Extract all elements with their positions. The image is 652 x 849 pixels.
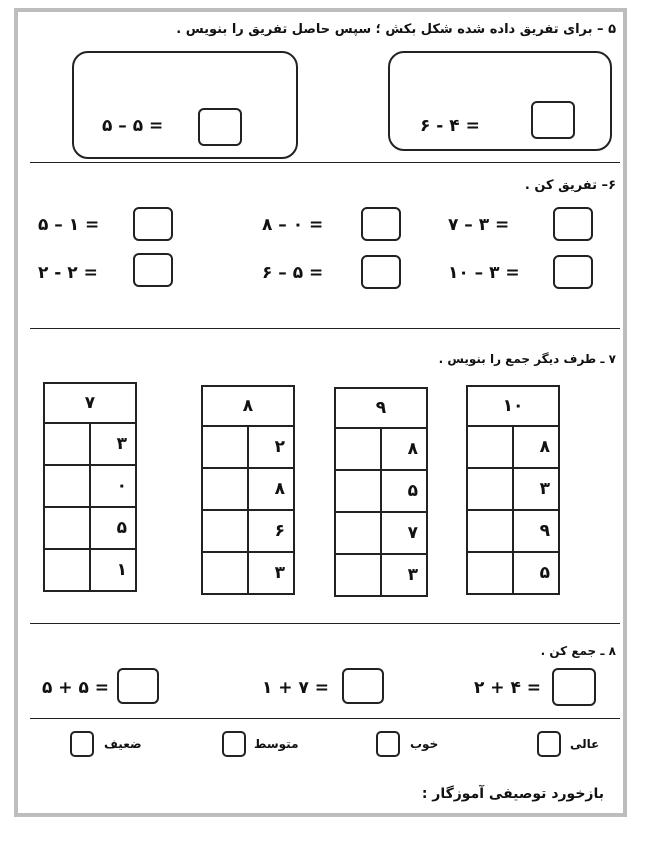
q6-answer-box-1[interactable] [133,207,173,241]
q6-answer-box-4[interactable] [133,253,173,287]
q5-drawing-box-left[interactable] [72,51,298,159]
q7-table-2-answer-2[interactable] [202,468,248,510]
rating-label-excellent: عالی [570,737,600,751]
q6-expression-4: ۲ - ۲ = [38,263,98,283]
q6-expression-5: ۶ – ۵ = [262,263,324,283]
q7-table-1-answer-4[interactable] [44,549,90,591]
q6-expression-2: ۸ – ۰ = [262,215,324,235]
divider-2 [30,328,620,329]
q5-expression-left: ۵ – ۵ = [102,116,164,136]
q7-table-2-value-2: ۸ [248,468,294,510]
rating-checkbox-weak[interactable] [70,731,94,757]
q7-table-4-value-4: ۵ [513,552,559,594]
q7-table-4-value-2: ۳ [513,468,559,510]
q7-table-3-head: ۹ [335,388,427,428]
q7-table-2 [201,385,295,595]
q7-table-1 [43,382,137,592]
q6-title: ۶– تفریق کن . [524,178,616,193]
rating-checkbox-average[interactable] [222,731,246,757]
q7-table-1-answer-1[interactable] [44,423,90,465]
q6-expression-3: ۷ – ۳ = [448,215,510,235]
q7-table-2-answer-3[interactable] [202,510,248,552]
rating-label-good: خوب [410,737,439,751]
q6-answer-box-2[interactable] [361,207,401,241]
q6-answer-box-6[interactable] [553,255,593,289]
rating-label-weak: ضعیف [104,737,142,751]
q5-answer-box-right[interactable] [531,101,575,139]
q7-table-4-answer-4[interactable] [467,552,513,594]
q7-table-3-answer-3[interactable] [335,512,381,554]
q5-title: ۵ – برای تفریق داده شده شکل بکش ؛ سپس حاصل تفریق را بنویس . [176,22,616,37]
divider-1 [30,162,620,163]
q5-answer-box-left[interactable] [198,108,242,146]
q7-table-1-value-3: ۵ [90,507,136,549]
q6-expression-6: ۱۰ – ۳ = [448,263,520,283]
q7-table-4-answer-1[interactable] [467,426,513,468]
q6-answer-box-5[interactable] [361,255,401,289]
divider-4 [30,718,620,719]
q6-expression-1: ۵ – ۱ = [38,215,100,235]
q7-table-4-value-3: ۹ [513,510,559,552]
q7-table-4-answer-2[interactable] [467,468,513,510]
q8-answer-box-3[interactable] [552,668,596,706]
q7-title: ۷ ـ طرف دیگر جمع را بنویس . [438,352,616,366]
q7-table-3-value-1: ۸ [381,428,427,470]
q7-table-3-answer-2[interactable] [335,470,381,512]
q7-table-1-value-4: ۱ [90,549,136,591]
q7-table-2-answer-1[interactable] [202,426,248,468]
teacher-feedback-label: بازخورد توصیفی آموزگار : [421,786,604,802]
divider-3 [30,623,620,624]
q7-table-3-answer-1[interactable] [335,428,381,470]
q7-table-2-value-1: ۲ [248,426,294,468]
q7-table-1-value-1: ۳ [90,423,136,465]
q7-table-2-value-3: ۶ [248,510,294,552]
q7-table-1-answer-2[interactable] [44,465,90,507]
q7-table-4-head: ۱۰ [467,386,559,426]
rating-checkbox-good[interactable] [376,731,400,757]
q8-title: ۸ ـ جمع کن . [540,644,616,658]
q5-expression-right: ۶ - ۴ = [420,116,480,136]
q7-table-3-value-2: ۵ [381,470,427,512]
q5-drawing-box-right[interactable] [388,51,612,151]
q7-table-3 [334,387,428,597]
q7-table-2-answer-4[interactable] [202,552,248,594]
q6-answer-box-3[interactable] [553,207,593,241]
rating-label-average: متوسط [254,737,299,751]
q8-expression-3: ۲ + ۴ = [474,678,541,698]
q8-expression-2: ۱ + ۷ = [262,678,329,698]
q8-answer-box-1[interactable] [117,668,159,704]
q7-table-2-value-4: ۳ [248,552,294,594]
q7-table-2-head: ۸ [202,386,294,426]
q7-table-1-head: ۷ [44,383,136,423]
q8-expression-1: ۵ + ۵ = [42,678,109,698]
q7-table-3-value-3: ۷ [381,512,427,554]
q7-table-4 [466,385,560,595]
q7-table-3-value-4: ۳ [381,554,427,596]
rating-checkbox-excellent[interactable] [537,731,561,757]
q7-table-1-answer-3[interactable] [44,507,90,549]
q7-table-3-answer-4[interactable] [335,554,381,596]
q8-answer-box-2[interactable] [342,668,384,704]
q7-table-1-value-2: ۰ [90,465,136,507]
q7-table-4-value-1: ۸ [513,426,559,468]
q7-table-4-answer-3[interactable] [467,510,513,552]
